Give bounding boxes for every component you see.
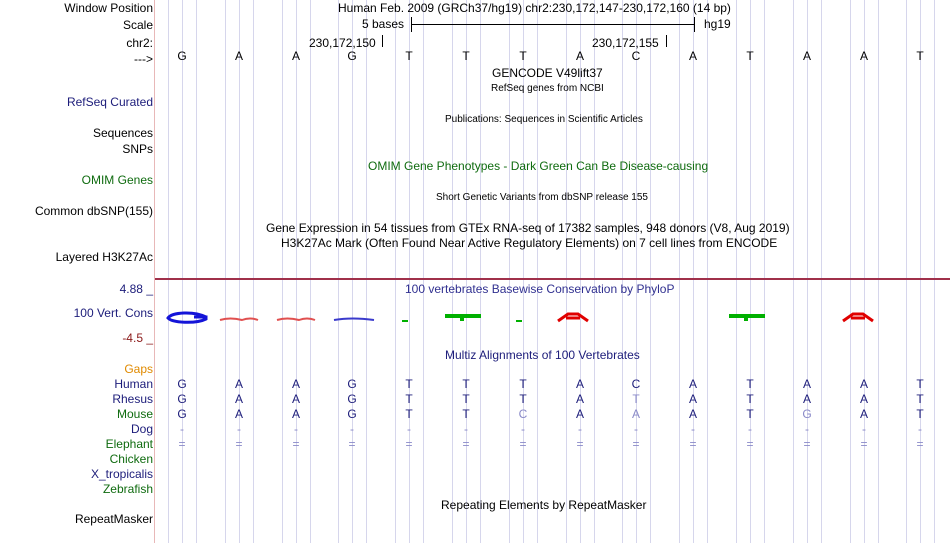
alignment-base: - (407, 422, 411, 436)
refseq-curated-label[interactable]: RefSeq Curated (66, 95, 153, 109)
phylop-max-label: 4.88 _ (119, 282, 153, 296)
grid-line (480, 0, 481, 543)
conservation-glyph-a (843, 314, 873, 321)
sequence-base: C (631, 49, 641, 63)
grid-line (920, 0, 921, 543)
alignment-base: = (462, 437, 470, 451)
sequence-base: G (177, 49, 187, 63)
grid-line (253, 0, 254, 543)
grid-line (466, 0, 467, 543)
alignment-base: G (802, 407, 812, 421)
alignment-base: A (575, 407, 584, 421)
window-position-text[interactable]: Human Feb. 2009 (GRCh37/hg19) chr2:230,172,147-230,172,160 (14 bp) (338, 1, 731, 15)
alignment-base: A (802, 377, 811, 391)
sequence-base: G (347, 49, 357, 63)
coordinate-label: 230,172,155 (592, 36, 659, 50)
sequence-base: T (462, 49, 470, 63)
alignment-base: T (405, 392, 413, 406)
alignment-base: A (575, 392, 584, 406)
gtex-track-title[interactable]: Gene Expression in 54 tissues from GTEx RNA-seq of 17382 samples, 948 donors (V8, Aug 2019) (266, 221, 790, 235)
species-label-chicken[interactable]: Chicken (109, 452, 153, 466)
alignment-base: = (235, 437, 243, 451)
alignment-base: T (519, 392, 527, 406)
alignment-base: = (519, 437, 527, 451)
sequence-base: A (859, 49, 868, 63)
vert-cons-label[interactable]: 100 Vert. Cons (73, 306, 153, 320)
alignment-base: = (689, 437, 697, 451)
omim-track-title[interactable]: OMIM Gene Phenotypes - Dark Green Can Be Disease-causing (368, 159, 709, 173)
grid-line (807, 0, 808, 543)
conservation-glyph-a (558, 314, 588, 321)
alignment-base: T (746, 392, 754, 406)
sequence-base: A (802, 49, 811, 63)
alignment-base: - (748, 422, 752, 436)
grid-line (764, 0, 765, 543)
alignment-base: = (916, 437, 924, 451)
alignment-base: - (464, 422, 468, 436)
alignment-base: A (859, 407, 868, 421)
conservation-zero-line (155, 278, 950, 280)
repeatmasker-track-title[interactable]: Repeating Elements by RepeatMasker (441, 498, 647, 512)
snps-label[interactable]: SNPs (122, 142, 153, 156)
publications-track-title[interactable]: Publications: Sequences in Scientific Articles (445, 114, 643, 125)
alignment-base: A (688, 377, 697, 391)
conservation-glyph-t (729, 316, 765, 321)
alignment-base: = (746, 437, 754, 451)
alignment-base: A (688, 407, 697, 421)
grid-line (196, 0, 197, 543)
grid-line (452, 0, 453, 543)
species-label-x_tropicalis[interactable]: X_tropicalis (90, 467, 153, 481)
conservation-glyph-g (334, 319, 374, 321)
grid-line (409, 0, 410, 543)
grid-line (934, 0, 935, 543)
grid-line (168, 0, 169, 543)
grid-line (679, 0, 680, 543)
grid-line (622, 0, 623, 543)
alignment-base: G (347, 392, 357, 406)
alignment-base: G (347, 377, 357, 391)
alignment-base: A (291, 392, 300, 406)
scale-label: Scale (122, 18, 153, 32)
species-label-dog[interactable]: Dog (130, 422, 153, 436)
alignment-base: G (177, 392, 187, 406)
species-label-zebrafish[interactable]: Zebrafish (102, 482, 153, 496)
alignment-base: - (350, 422, 354, 436)
grid-line (850, 0, 851, 543)
coordinate-label: 230,172,150 (309, 36, 376, 50)
alignment-base: A (234, 377, 243, 391)
alignment-base: A (575, 377, 584, 391)
window-position-label: Window Position (64, 1, 153, 15)
alignment-base: T (405, 407, 413, 421)
alignment-base: T (462, 377, 470, 391)
conservation-glyph-t (445, 316, 481, 321)
chrom-label: chr2: (126, 36, 153, 50)
grid-line (864, 0, 865, 543)
alignment-base: A (291, 377, 300, 391)
conservation-glyph-a (220, 319, 258, 321)
h3k27ac-track-title[interactable]: H3K27Ac Mark (Often Found Near Active Regulatory Elements) on 7 cell lines from ENCODE (281, 236, 778, 250)
alignment-base: T (632, 392, 640, 406)
conservation-logo (155, 298, 950, 328)
alignment-base: G (177, 407, 187, 421)
grid-line (750, 0, 751, 543)
alignment-base: = (405, 437, 413, 451)
alignment-base: - (805, 422, 809, 436)
alignment-base: T (462, 392, 470, 406)
omim-genes-label[interactable]: OMIM Genes (81, 173, 153, 187)
dbsnp-track-title[interactable]: Short Genetic Variants from dbSNP release 155 (436, 192, 648, 203)
conservation-glyph-a (277, 319, 315, 321)
layered-h3k27ac-label[interactable]: Layered H3K27Ac (55, 250, 153, 264)
grid-line (707, 0, 708, 543)
sequence-base: A (234, 49, 243, 63)
grid-line (395, 0, 396, 543)
grid-line (693, 0, 694, 543)
alignment-base: - (521, 422, 525, 436)
scale-text: 5 bases (362, 17, 405, 31)
scale-bar-left-tick (411, 17, 412, 32)
alignment-base: = (860, 437, 868, 451)
grid-line (310, 0, 311, 543)
species-label-mouse[interactable]: Mouse (116, 407, 153, 421)
sequence-base: A (575, 49, 584, 63)
alignment-base: T (916, 377, 924, 391)
alignment-base: A (234, 407, 243, 421)
grid-line (352, 0, 353, 543)
alignment-base: - (578, 422, 582, 436)
alignment-base: A (631, 407, 640, 421)
alignment-base: = (292, 437, 300, 451)
strand-label: ---> (134, 52, 153, 66)
alignment-base: G (177, 377, 187, 391)
sequence-base: A (688, 49, 697, 63)
sequence-base: T (519, 49, 527, 63)
sequences-label[interactable]: Sequences (92, 126, 153, 140)
phylop-min-label: -4.5 _ (122, 331, 153, 345)
grid-line (182, 0, 183, 543)
alignment-base: A (234, 392, 243, 406)
alignment-base: T (916, 392, 924, 406)
alignment-base: - (918, 422, 922, 436)
alignment-base: T (462, 407, 470, 421)
grid-line (225, 0, 226, 543)
alignment-base: - (237, 422, 241, 436)
refseq-track-subtitle: RefSeq genes from NCBI (491, 83, 604, 94)
alignment-base: - (862, 422, 866, 436)
alignment-base: - (294, 422, 298, 436)
sequence-base: T (405, 49, 413, 63)
alignment-base: = (632, 437, 640, 451)
species-label-human[interactable]: Human (114, 377, 153, 391)
grid-line (366, 0, 367, 543)
grid-line (338, 0, 339, 543)
alignment-base: - (634, 422, 638, 436)
grid-line (793, 0, 794, 543)
grid-line (282, 0, 283, 543)
grid-line (736, 0, 737, 543)
sequence-base: T (746, 49, 754, 63)
alignment-base: T (746, 407, 754, 421)
species-label-rhesus[interactable]: Rhesus (112, 392, 153, 406)
multiz-track-title[interactable]: Multiz Alignments of 100 Vertebrates (445, 348, 640, 362)
grid-line (650, 0, 651, 543)
alignment-base: A (291, 407, 300, 421)
sequence-base: A (291, 49, 300, 63)
scale-bar (411, 24, 694, 25)
alignment-base: C (518, 407, 528, 421)
common-dbsnp-label[interactable]: Common dbSNP(155) (34, 204, 153, 218)
alignment-base: A (859, 392, 868, 406)
alignment-base: T (405, 377, 413, 391)
alignment-base: A (802, 392, 811, 406)
alignment-base: A (859, 377, 868, 391)
sequence-base: T (916, 49, 924, 63)
gencode-track-title[interactable]: GENCODE V49lift37 (492, 66, 603, 80)
coordinate-tick (666, 35, 667, 47)
alignment-base: = (576, 437, 584, 451)
alignment-base: - (691, 422, 695, 436)
scale-bar-right-tick (694, 17, 695, 32)
alignment-base: A (688, 392, 697, 406)
grid-line (636, 0, 637, 543)
alignment-base: = (348, 437, 356, 451)
species-label-elephant[interactable]: Elephant (105, 437, 153, 451)
grid-line (906, 0, 907, 543)
alignment-base: = (178, 437, 186, 451)
grid-line (423, 0, 424, 543)
grid-line (878, 0, 879, 543)
grid-line (821, 0, 822, 543)
grid-line (296, 0, 297, 543)
alignment-base: T (746, 377, 754, 391)
gaps-label[interactable]: Gaps (124, 362, 153, 376)
alignment-base: = (803, 437, 811, 451)
alignment-base: T (519, 377, 527, 391)
phylop-track-title[interactable]: 100 vertebrates Basewise Conservation by PhyloP (405, 282, 675, 296)
alignment-base: T (916, 407, 924, 421)
alignment-base: G (347, 407, 357, 421)
alignment-base: - (180, 422, 184, 436)
grid-line (239, 0, 240, 543)
assembly-label: hg19 (704, 17, 731, 31)
label-divider (154, 0, 155, 543)
alignment-base: C (631, 377, 641, 391)
conservation-glyph-g (168, 313, 206, 322)
coordinate-tick (382, 35, 383, 47)
repeatmasker-label[interactable]: RepeatMasker (74, 512, 153, 526)
